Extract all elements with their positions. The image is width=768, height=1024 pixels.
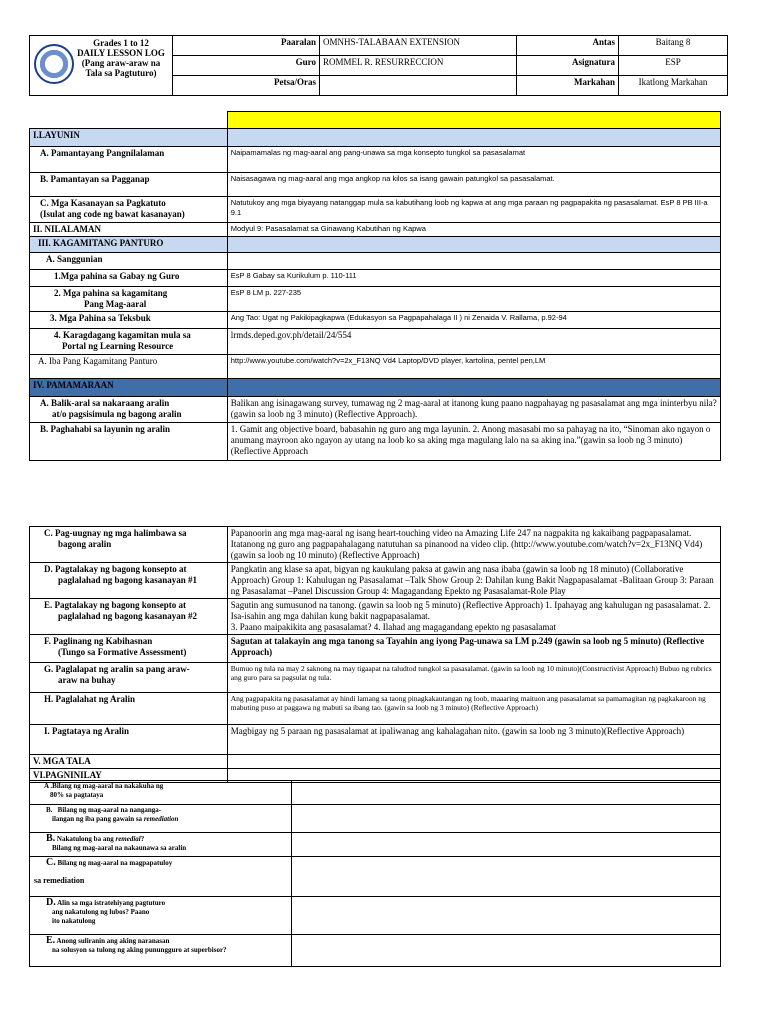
value-pamantayang-pangnilalaman: Naipamamalas ng mag-aaral ang pang-unawa sa mga konsepto tungkol sa pasasalamat <box>227 147 720 173</box>
label-pag-uugnay: C. Pag-uugnay ng mga halimbawa sa bagong aralin <box>30 527 228 563</box>
value-kasanayan: Natutukoy ang mga biyayang natanggap mula sa kabutihang loob ng kapwa at ang mga paraan ng pagpapakita ng pasasalamat. EsP 8 PB III-a 9.1 <box>227 197 720 223</box>
value-pag-uugnay: Papanoorin ang mga mag-aaral ng isang heart-touching video na Amazing Life 247 na nagpakita ng kakaibang pagpapasalamat. Itatanong ng guro ang pagpapahalagang natutuhan sa pinanood na video clip. (http://www.youtube.com/watch?v=2x_F13NQ Vd4)(gawin sa loob ng 10 minuto) (Reflective Approach) <box>227 527 720 563</box>
value-gabay-guro: EsP 8 Gabay sa Kurikulum p. 110-111 <box>227 270 720 287</box>
value-paaralan: OMNHS-TALABAAN EXTENSION <box>320 36 517 56</box>
label-paaralan: Paaralan <box>173 36 320 56</box>
value-antas: Baitang 8 <box>619 36 728 56</box>
header-line-1: Grades 1 to 12 <box>93 38 149 48</box>
label-petsa: Petsa/Oras <box>173 76 320 96</box>
label-pamantayan-pagganap: B. Pamantayan sa Pagganap <box>30 173 228 197</box>
label-antas: Antas <box>517 36 619 56</box>
value-iba-pang-kagamitan: http://www.youtube.com/watch?v=2x_F13NQ Vd4 Laptop/DVD player, kartolina, pentel pen,LM <box>227 355 720 379</box>
label-suliranin: E. Anong suliranin ang aking naranasan na solusyon sa tulong ng aking punungguro at superbisor? <box>30 935 292 967</box>
value-pagtataya: Magbigay ng 5 paraan ng pasasalamat at ipaliwanag ang kahalagahan nito. (gawin sa loob ng 3 minuto)(Reflective Approach) <box>227 725 720 755</box>
label-kagamitang-mag-aaral: 2. Mga pahina sa kagamitang Pang Mag-aaral <box>30 287 228 312</box>
label-portal: 4. Karagdagang kagamitan mula sa Portal ng Learning Resource <box>30 329 228 355</box>
label-magpapatuloy: C. Bilang ng mag-aaral na magpapatuloy sa remediation <box>30 857 292 897</box>
pagninilay-table <box>29 780 721 967</box>
label-guro: Guro <box>173 56 320 76</box>
deped-seal-icon <box>34 44 74 84</box>
label-pagtataya: I. Pagtataya ng Aralin <box>30 725 228 755</box>
value-petsa <box>320 76 517 96</box>
value-markahan: Ikatlong Markahan <box>619 76 728 96</box>
value-nilalaman: Modyul 9: Pasasalamat sa Ginawang Kabutihan ng Kapwa <box>227 223 720 237</box>
label-balik-aral: A. Balik-aral sa nakaraang aralin at/o pagsisimula ng bagong aralin <box>30 397 228 423</box>
value-paglalapat: Bumuo ng tula na may 2 saknong na may tigaapat na taludtod tungkol sa pasasalamat. (gawin sa loob ng 10 minuto)(Constructivist Approach) Bubuo ng rubrics ang guro para sa pagsulat ng tula. <box>227 663 720 693</box>
value-pagtalakay-1: Pangkatin ang klase sa apat, bigyan ng kaukulang paksa at gawin ang nasa ibaba (gawin sa loob ng 18 minuto) (Collaborative Approach) Group 1: Kahulugan ng Pasasalamat –Talk Show Group 2: Dahilan kung Bakit Nagpapasalamat -Balitaan Group 3: Paraan ng Pasasalamat –Panel Discussion Group 4: Magagandang Epekto ng Pasasalamat-Role Play <box>227 563 720 599</box>
label-paglinang: F. Paglinang ng Kabihasnan (Tungo sa Formative Assessment) <box>30 635 228 663</box>
lesson-table-part1 <box>29 111 721 461</box>
label-remediation: B. Bilang ng mag-aaral na nanganga- ilangan ng iba pang gawain sa remediation <box>30 805 292 833</box>
label-pagtalakay-2: E. Pagtalakay ng bagong konsepto at paglalahad ng bagong kasanayan #2 <box>30 599 228 635</box>
value-paglalahat: Ang pagpapakita ng pasasalamat ay hindi lamang sa taong pinagkakautangan ng loob, maaaring maituon ang pasasalamat sa pamamagitan ng pagkakaroon ng mabuting puso at paggawa ng mabuti sa ibang tao. (gawin sa loob ng 3 minuto) (Reflective Approach) <box>227 693 720 725</box>
section-kagamitan: III. KAGAMITANG PANTURO <box>30 237 228 253</box>
label-iba-pang-kagamitan: A. Iba Pang Kagamitang Panturo <box>30 355 228 379</box>
yellow-bar <box>227 112 720 129</box>
header-table <box>29 35 728 96</box>
section-layunin: I.LAYUNIN <box>30 129 228 147</box>
section-nilalaman: II. NILALAMAN <box>30 223 228 237</box>
label-paglalahat: H. Paglalahat ng Aralin <box>30 693 228 725</box>
value-portal: lrmds.deped.gov.ph/detail/24/554 <box>227 329 720 355</box>
section-pamamaraan: IV. PAMAMARAAN <box>30 379 228 397</box>
label-asignatura: Asignatura <box>517 56 619 76</box>
value-pagtalakay-2: Sagutin ang sumusunod na tanong. (gawin sa loob ng 5 minuto) (Reflective Approach) 1. Ipahayag ang kahulugan ng pasasalamat. 2. Isa-isahin ang mga dahilan kung bakit nagpapasalamat. 3. Paano maipakikita ang pasasalamat? 4. Ilahad ang magagandang epekto ng pasasalamat <box>227 599 720 635</box>
value-kagamitang-mag-aaral: EsP 8 LM p. 227-235 <box>227 287 720 312</box>
label-sanggunian: A. Sanggunian <box>30 253 228 270</box>
label-gabay-guro: 1.Mga pahina sa Gabay ng Guro <box>30 270 228 287</box>
label-istratehiya: D. Alin sa mga istratehiyang pagtuturo ang nakatulong ng lubos? Paano ito nakatulong <box>30 897 292 935</box>
section-mga-tala: V. MGA TALA <box>30 755 228 769</box>
section-pagninilay: VI.PAGNINILAY <box>30 769 228 783</box>
value-pamantayan-pagganap: Naisasagawa ng mag-aaral ang mga angkop na kilos sa isang gawain patungkol sa pasasalamat. <box>227 173 720 197</box>
label-paghahabi: B. Paghahabi sa layunin ng aralin <box>30 423 228 461</box>
lesson-table-part2 <box>29 526 721 783</box>
value-balik-aral: Balikan ang isinagawang survey, tumawag ng 2 mag-aaral at itanong kung paano nagpahayag ng pasasalamat ang mga ininterbyu nila? (gawin sa loob ng 3 minuto) (Reflective Approach). <box>227 397 720 423</box>
header-line-2: DAILY LESSON LOG <box>77 48 165 58</box>
label-pamantayang-pangnilalaman: A. Pamantayang Pangnilalaman <box>30 147 228 173</box>
label-kasanayan: C. Mga Kasanayan sa Pagkatuto (Isulat ang code ng bawat kasanayan) <box>30 197 228 223</box>
value-asignatura: ESP <box>619 56 728 76</box>
header-left-cell <box>30 36 173 96</box>
label-teksbuk: 3. Mga Pahina sa Teksbuk <box>30 312 228 329</box>
value-guro: ROMMEL R. RESURRECCION <box>320 56 517 76</box>
label-nakakuha-80: A .Bilang ng mag-aaral na nakakuha ng 80% sa pagtataya <box>30 781 292 805</box>
value-paglinang: Sagutan at talakayin ang mga tanong sa Tayahin ang iyong Pag-unawa sa LM p.249 (gawin sa loob ng 5 minuto) (Reflective Approach) <box>227 635 720 663</box>
label-pagtalakay-1: D. Pagtalakay ng bagong konsepto at paglalahad ng bagong kasanayan #1 <box>30 563 228 599</box>
value-teksbuk: Ang Tao: Ugat ng Pakikipagkapwa (Edukasyon sa Pagpapahalaga II ) ni Zenaida V. Rallama, p.92-94 <box>227 312 720 329</box>
header-line-3: (Pang araw-araw na <box>81 58 161 68</box>
label-markahan: Markahan <box>517 76 619 96</box>
header-line-4: Tala sa Pagtuturo) <box>85 68 157 78</box>
label-paglalapat: G. Paglalapat ng aralin sa pang araw- araw na buhay <box>30 663 228 693</box>
value-paghahabi: 1. Gamit ang objective board, babasahin ng guro ang mga layunin. 2. Anong masasabi mo sa pahayag na ito, “Sinoman ako ngayon o anumang mayroon ako ngayon ay utang na loob ko sa aking mga magulang lalo na sa aking ina.”(gawin sa loob ng 3 minuto)(Reflective Approach <box>227 423 720 461</box>
label-nakatulong-remedial: B. Nakatulong ba ang remedial? Bilang ng mag-aaral na nakaunawa sa aralin <box>30 833 292 857</box>
